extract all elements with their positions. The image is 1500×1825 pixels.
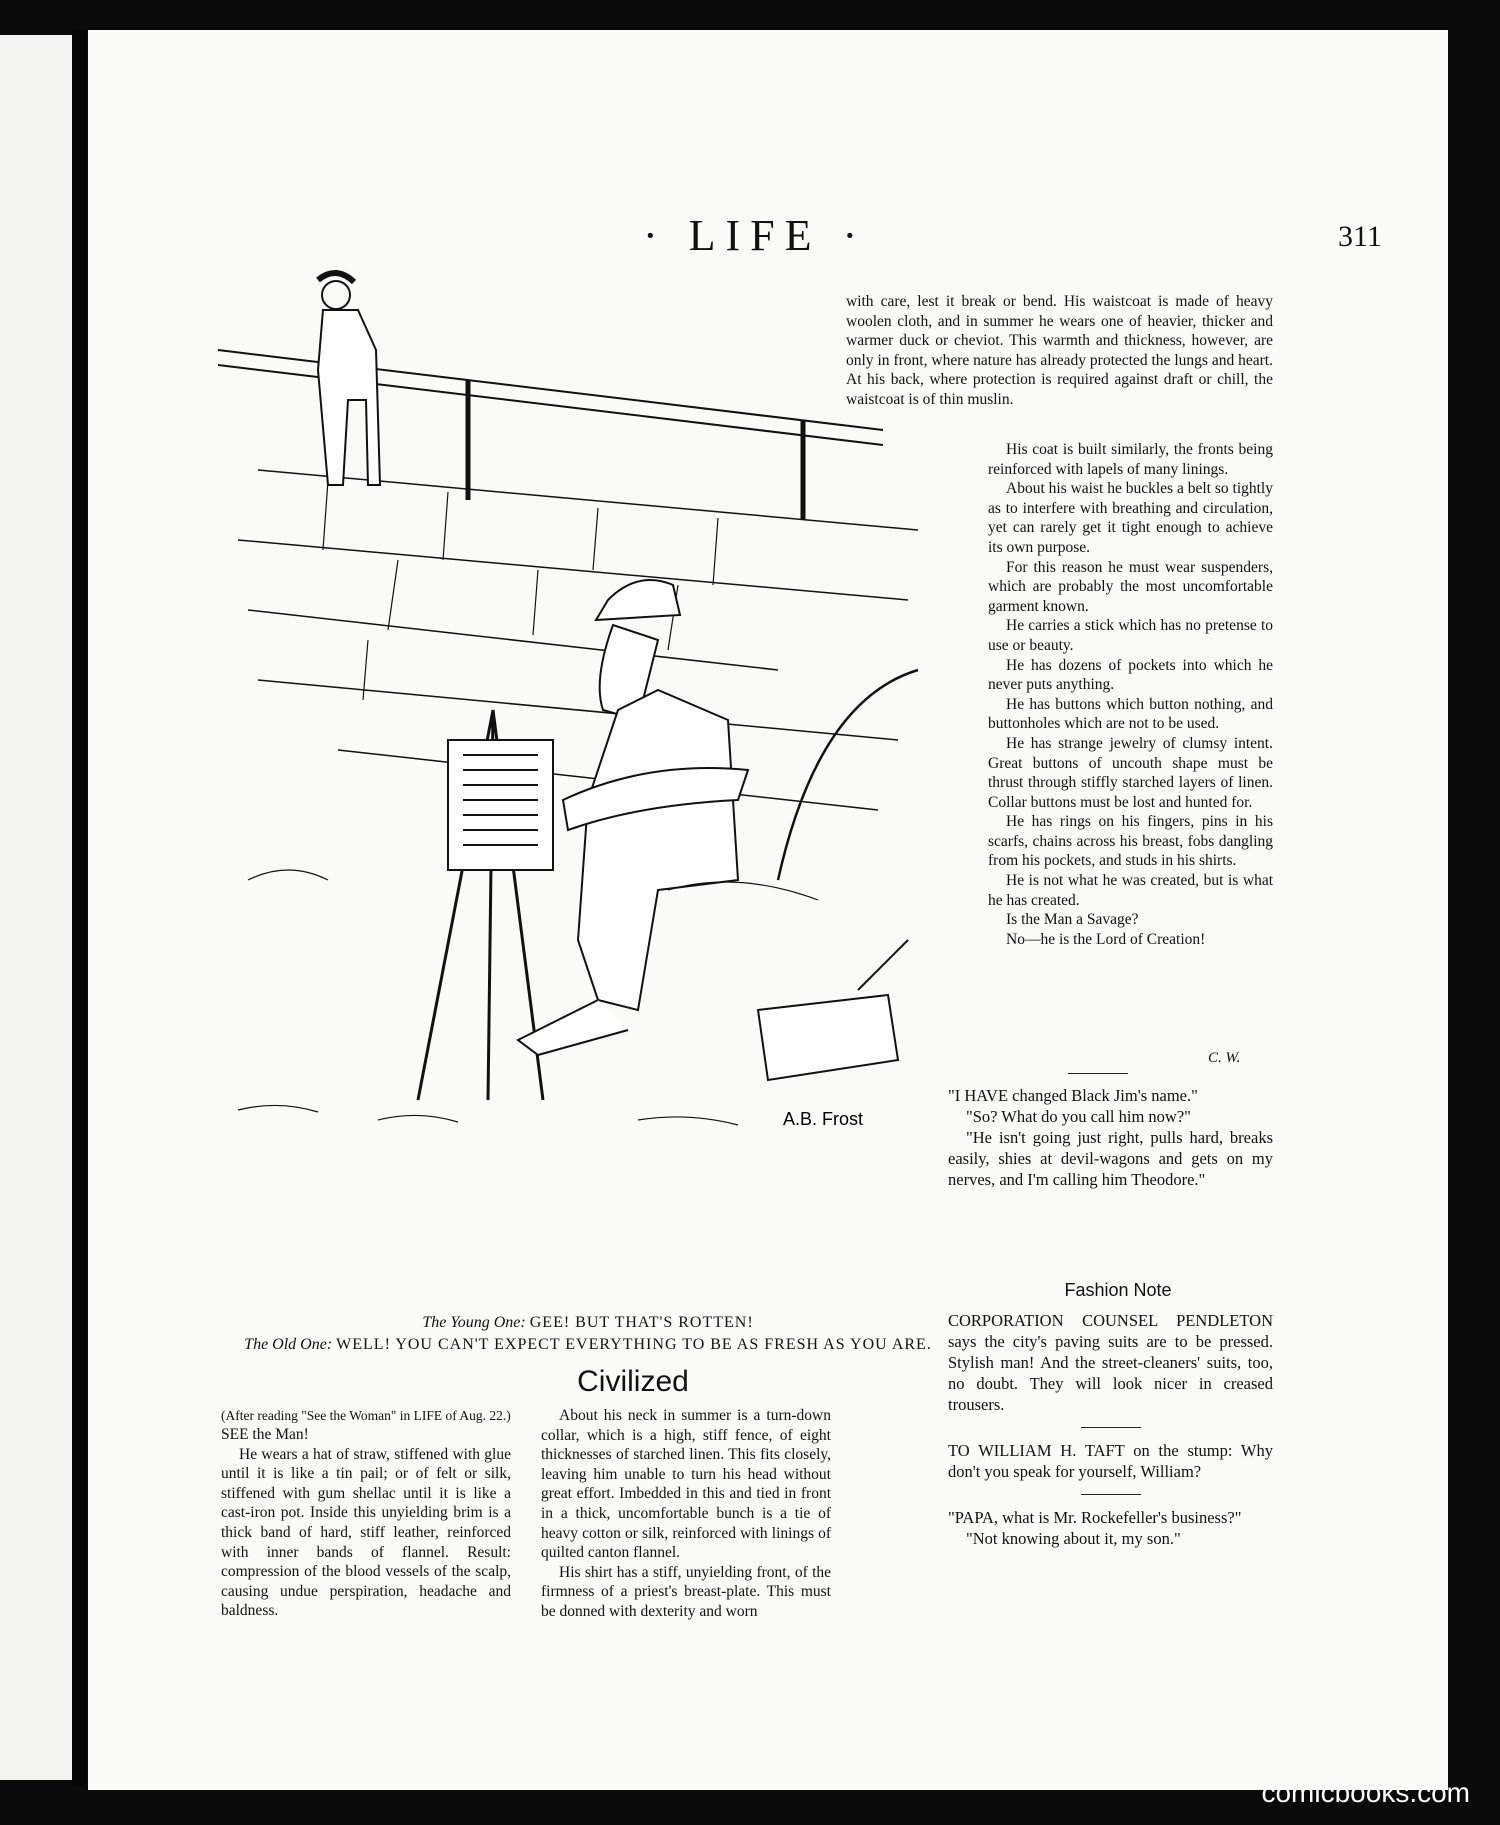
watermark: comicbooks.com [1261,1777,1470,1808]
article-title: Civilized [577,1365,689,1398]
magazine-title: · LIFE · [643,211,868,260]
article-paragraph: His coat is built similarly, the fronts being reinforced with lapels of many linings. [988,441,1273,478]
divider [1081,1494,1141,1495]
article-paragraph: He has buttons which button nothing, and buttonholes which are not to be used. [988,695,1273,733]
article-paragraph: No—he is the Lord of Creation! [1006,930,1206,948]
artist-signature: A.B. Frost [783,1109,864,1129]
article-paragraph: Is the Man a Savage? [1006,911,1139,929]
article-note: (After reading "See the Woman" in LIFE of Aug. 22.) [221,1408,511,1423]
article-paragraph: He carries a stick which has no pretense to use or beauty. [988,617,1273,654]
divider [1068,1073,1128,1074]
article-paragraph: He has rings on his fingers, pins in his scarfs, chains across his breast, fobs dangling from his pockets, and studs in his shirts. [988,813,1273,870]
article-column-1 [221,1425,511,1621]
article-paragraph: SEE the Man! [221,1426,309,1443]
article-column-3-narrow [988,440,1273,949]
taft-item: TO WILLIAM H. TAFT on the stump: Why don't you speak for yourself, William? [948,1441,1273,1481]
article-paragraph: He wears a hat of straw, stiffened with glue until it is like a tin pail; or of felt or silk, stiffened with gum shellac until it is like a cast-iron pot. Inside this unyielding brim is a thick band of hard, stiff leather, reinforced with inner bands of flannel. Result: compression of the blood vessels of the scalp, causing undue perspiration, headache and baldness. [221,1445,511,1620]
illustration-artist-at-easel [218,240,923,1310]
black-jim-item [948,1085,1273,1190]
article-signature: C. W. [1208,1050,1241,1066]
article-column-3-top [846,292,1273,410]
item-paragraph: "He isn't going just right, pulls hard, breaks easily, shies at devil-wagons and gets on my nerves, and I'm calling him Theodore." [948,1128,1273,1189]
divider [1081,1427,1141,1428]
article-paragraph: About his waist he buckles a belt so tightly as to interfere with breathing and circulation, yet can rarely get it tight enough to achieve its own purpose. [988,480,1273,556]
caption-text-1: GEE! BUT THAT'S ROTTEN! [529,1314,754,1331]
fashion-note-title: Fashion Note [1064,1280,1172,1300]
papa-answer: "Not knowing about it, my son." [966,1529,1181,1548]
magazine-page [88,30,1448,1790]
caption-speaker-1: The Young One: [422,1314,526,1331]
item-paragraph: "So? What do you call him now?" [966,1107,1191,1126]
article-paragraph: He is not what he was created, but is what he has created. [988,872,1273,909]
article-paragraph: About his neck in summer is a turn-down collar, which is a high, stiff fence, of eight thicknesses of starched linen. This fits closely, leaving him unable to turn his head without great effort. Imbedded in this and tied in front in a thick, uncomfortable bunch is a tie of heavy cotton or silk, reinforced with linings of quilted canton flannel. [541,1407,831,1562]
article-paragraph: He has strange jewelry of clumsy intent. Great buttons of uncouth shape must be thrust through stiffly starched layers of linen. Collar buttons must be lost and hunted for. [988,734,1273,811]
article-paragraph: with care, lest it break or bend. His waistcoat is made of heavy woolen cloth, and in summer he wears one of heavier, thicker and warmer duck or cheviot. This warmth and thickness, however, are only in front, where nature has already protected the lungs and heart. At his back, where protection is required against draft or chill, the waistcoat is of thin muslin. [846,293,1273,408]
papa-question: "PAPA, what is Mr. Rockefeller's business?" [948,1508,1242,1527]
article-paragraph: He has dozens of pockets into which he never puts anything. [988,656,1273,694]
left-page-edge [0,35,72,1780]
short-items-column [948,1310,1273,1549]
caption-speaker-2: The Old One: [244,1336,333,1353]
item-paragraph: "I HAVE changed Black Jim's name." [948,1086,1198,1105]
article-column-2 [541,1406,831,1622]
fashion-note-text: CORPORATION COUNSEL PENDLETON says the city's paving suits are to be pressed. Stylish man! And the street-cleaners' suits, too, no doubt. They will look nicer in creased trousers. [948,1311,1273,1414]
illustration-caption [238,1312,938,1356]
article-paragraph: His shirt has a stiff, unyielding front, of the firmness of a priest's breast-plate. This must be donned with dexterity and worn [541,1563,831,1620]
page-number: 311 [1338,220,1382,253]
page-gutter [72,30,86,1785]
caption-text-2: WELL! YOU CAN'T EXPECT EVERYTHING TO BE AS FRESH AS YOU ARE. [336,1336,932,1353]
article-paragraph: For this reason he must wear suspenders, which are probably the most uncomfortable garment known. [988,558,1273,615]
